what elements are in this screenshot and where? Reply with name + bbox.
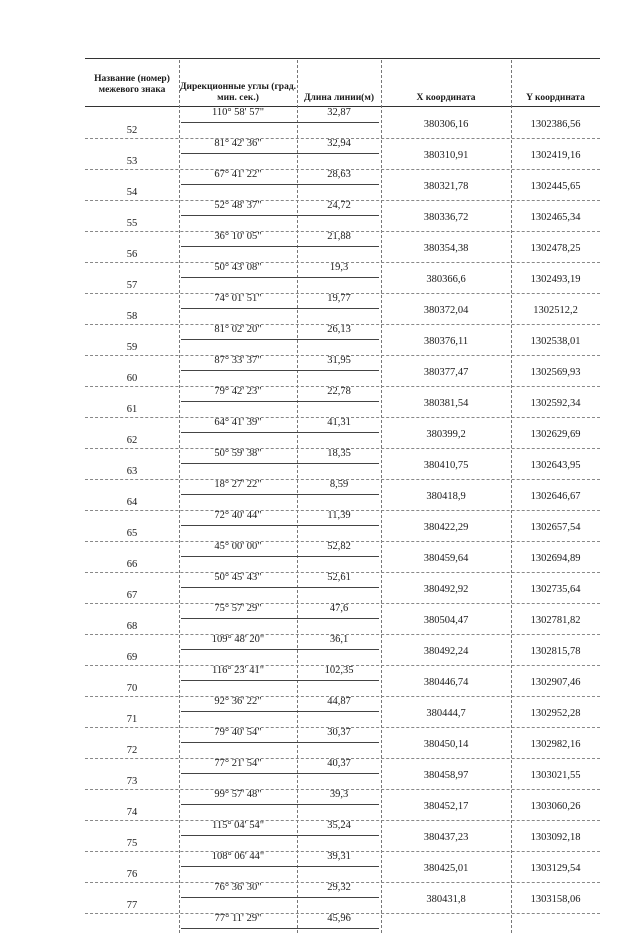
point-number: 75 xyxy=(126,837,138,849)
point-number: 70 xyxy=(126,682,138,694)
point-y: 1303021,55 xyxy=(530,769,581,781)
segment-length: 19,77 xyxy=(327,293,351,304)
point-number: 63 xyxy=(126,465,138,477)
column-divider xyxy=(297,60,298,933)
segment-angle: 50° 45' 43" xyxy=(214,572,262,583)
segment-divider xyxy=(181,494,379,495)
segment-divider xyxy=(181,525,379,526)
point-x: 380377,47 xyxy=(423,366,469,378)
segment-divider xyxy=(181,184,379,185)
point-number: 53 xyxy=(126,155,138,167)
segment-angle: 45° 00' 00" xyxy=(214,541,262,552)
segment-angle: 50° 43' 08" xyxy=(214,262,262,273)
segment-divider xyxy=(181,897,379,898)
point-x: 380410,75 xyxy=(423,459,469,471)
segment-angle: 77° 11' 29" xyxy=(214,913,262,924)
point-number: 73 xyxy=(126,775,138,787)
point-number: 62 xyxy=(126,434,138,446)
segment-length: 41,31 xyxy=(327,417,351,428)
segment-divider xyxy=(181,556,379,557)
segment-divider xyxy=(181,928,379,929)
point-y: 1302735,64 xyxy=(530,583,581,595)
point-number: 55 xyxy=(126,217,138,229)
point-x: 380446,74 xyxy=(423,676,469,688)
point-x: 380376,11 xyxy=(423,335,469,347)
segment-angle: 67° 41' 22" xyxy=(214,169,262,180)
point-number: 60 xyxy=(126,372,138,384)
segment-divider xyxy=(181,835,379,836)
segment-angle: 72° 40' 44" xyxy=(214,510,262,521)
segment-angle: 81° 42' 36" xyxy=(214,138,262,149)
point-number: 68 xyxy=(126,620,138,632)
segment-length: 19,3 xyxy=(329,262,349,273)
segment-length: 45,96 xyxy=(327,913,351,924)
segment-angle: 74° 01' 51" xyxy=(214,293,262,304)
point-number: 57 xyxy=(126,279,138,291)
header-name: Название (номер) межевого знака xyxy=(94,73,170,95)
point-x: 380431,8 xyxy=(426,893,466,905)
column-divider xyxy=(179,60,180,933)
point-number: 74 xyxy=(126,806,138,818)
segment-divider xyxy=(181,246,379,247)
point-y: 1302592,34 xyxy=(530,397,581,409)
point-y: 1303092,18 xyxy=(530,831,581,843)
header-angle: Дирекционные углы (град. мин. сек.) xyxy=(179,82,297,103)
segment-length: 11,39 xyxy=(327,510,351,521)
segment-length: 31,95 xyxy=(327,355,351,366)
point-x: 380452,17 xyxy=(423,800,469,812)
segment-length: 52,82 xyxy=(327,541,351,552)
segment-length: 32,94 xyxy=(327,138,351,149)
point-x: 380399,2 xyxy=(426,428,466,440)
segment-divider xyxy=(181,742,379,743)
point-x: 380372,04 xyxy=(423,304,469,316)
segment-angle: 108° 06' 44" xyxy=(211,851,265,862)
segment-divider xyxy=(181,866,379,867)
segment-length: 39,3 xyxy=(329,789,349,800)
header-y: Y координата xyxy=(526,93,585,103)
point-x: 380425,01 xyxy=(423,862,469,874)
segment-divider xyxy=(181,618,379,619)
point-y: 1302952,28 xyxy=(530,707,581,719)
point-y: 1302478,25 xyxy=(530,242,581,254)
segment-divider xyxy=(181,587,379,588)
point-x: 380418,9 xyxy=(426,490,466,502)
point-x: 380366,6 xyxy=(426,273,466,285)
segment-length: 28,63 xyxy=(327,169,351,180)
point-x: 380310,91 xyxy=(423,149,469,161)
point-y: 1302538,01 xyxy=(530,335,581,347)
point-number: 54 xyxy=(126,186,138,198)
segment-divider xyxy=(181,463,379,464)
point-number: 56 xyxy=(126,248,138,260)
point-x: 380450,14 xyxy=(423,738,469,750)
segment-divider xyxy=(181,804,379,805)
point-x: 380354,38 xyxy=(423,242,469,254)
point-x: 380444,7 xyxy=(426,707,466,719)
point-number: 59 xyxy=(126,341,138,353)
segment-angle: 50° 59' 38" xyxy=(214,448,262,459)
point-x: 380422,29 xyxy=(423,521,469,533)
point-y: 1302907,46 xyxy=(530,676,581,688)
point-number: 64 xyxy=(126,496,138,508)
point-x: 380504,47 xyxy=(423,614,469,626)
segment-divider xyxy=(181,153,379,154)
segment-angle: 81° 02' 20" xyxy=(214,324,262,335)
segment-angle: 76° 36' 30" xyxy=(214,882,262,893)
point-y: 1302646,67 xyxy=(530,490,581,502)
table-header xyxy=(85,58,600,107)
point-y: 1302445,65 xyxy=(530,180,581,192)
segment-length: 44,87 xyxy=(327,696,351,707)
point-x: 380459,64 xyxy=(423,552,469,564)
segment-angle: 115° 04' 54" xyxy=(212,820,264,831)
point-number: 69 xyxy=(126,651,138,663)
table-body xyxy=(85,107,600,933)
header-length: Длина линии(м) xyxy=(304,93,374,103)
segment-angle: 92° 36' 22" xyxy=(214,696,262,707)
point-number: 66 xyxy=(126,558,138,570)
point-y: 1302512,2 xyxy=(533,304,578,316)
point-y: 1302386,56 xyxy=(530,118,581,130)
point-x: 380306,16 xyxy=(423,118,469,130)
segment-length: 40,37 xyxy=(327,758,351,769)
point-x: 380492,92 xyxy=(423,583,469,595)
segment-length: 8,59 xyxy=(329,479,349,490)
point-y: 1302629,69 xyxy=(530,428,581,440)
point-number: 52 xyxy=(126,124,138,136)
segment-divider xyxy=(181,711,379,712)
point-x: 380336,72 xyxy=(423,211,469,223)
point-number: 77 xyxy=(126,899,138,911)
segment-length: 47,6 xyxy=(329,603,349,614)
segment-length: 18,35 xyxy=(327,448,351,459)
segment-length: 35,24 xyxy=(327,820,351,831)
segment-divider xyxy=(181,215,379,216)
segment-divider xyxy=(181,339,379,340)
segment-length: 102,35 xyxy=(324,665,354,676)
segment-angle: 99° 57' 48" xyxy=(214,789,262,800)
segment-angle: 75° 57' 29" xyxy=(214,603,262,614)
point-y: 1302781,82 xyxy=(530,614,581,626)
point-number: 71 xyxy=(126,713,138,725)
segment-divider xyxy=(181,401,379,402)
segment-length: 52,61 xyxy=(327,572,351,583)
segment-angle: 52° 48' 37" xyxy=(214,200,262,211)
segment-length: 39,31 xyxy=(327,851,351,862)
segment-length: 22,78 xyxy=(327,386,351,397)
point-number: 76 xyxy=(126,868,138,880)
point-y: 1302815,78 xyxy=(530,645,581,657)
segment-angle: 87° 33' 37" xyxy=(214,355,262,366)
point-number: 65 xyxy=(126,527,138,539)
segment-length: 32,87 xyxy=(327,107,351,118)
point-y: 1302694,89 xyxy=(530,552,581,564)
segment-length: 30,37 xyxy=(327,727,351,738)
point-y: 1302657,54 xyxy=(530,521,581,533)
point-y: 1303060,26 xyxy=(530,800,581,812)
segment-angle: 64° 41' 39" xyxy=(214,417,262,428)
point-number: 67 xyxy=(126,589,138,601)
segment-angle: 110° 58' 57" xyxy=(212,107,264,118)
segment-divider xyxy=(181,773,379,774)
point-y: 1303129,54 xyxy=(530,862,581,874)
point-y: 1302643,95 xyxy=(530,459,581,471)
segment-angle: 116° 23' 41" xyxy=(212,665,264,676)
point-y: 1302569,93 xyxy=(530,366,581,378)
segment-divider xyxy=(181,680,379,681)
point-x: 380381,54 xyxy=(423,397,469,409)
segment-divider xyxy=(181,432,379,433)
point-number: 58 xyxy=(126,310,138,322)
segment-divider xyxy=(181,308,379,309)
segment-angle: 109° 48' 20" xyxy=(211,634,265,645)
segment-length: 36,1 xyxy=(329,634,349,645)
point-x: 380321,78 xyxy=(423,180,469,192)
segment-length: 24,72 xyxy=(327,200,351,211)
coordinates-table xyxy=(85,58,600,933)
point-y: 1302465,34 xyxy=(530,211,581,223)
segment-length: 29,32 xyxy=(327,882,351,893)
segment-angle: 79° 42' 23" xyxy=(214,386,262,397)
header-x: X координата xyxy=(416,93,476,103)
point-y: 1302419,16 xyxy=(530,149,581,161)
segment-divider xyxy=(181,370,379,371)
segment-angle: 77° 21' 54" xyxy=(214,758,262,769)
point-y: 1302493,19 xyxy=(530,273,581,285)
point-number: 61 xyxy=(126,403,138,415)
point-x: 380492,24 xyxy=(423,645,469,657)
point-number: 72 xyxy=(126,744,138,756)
point-y: 1303158,06 xyxy=(530,893,581,905)
segment-length: 26,13 xyxy=(327,324,351,335)
point-x: 380437,23 xyxy=(423,831,469,843)
segment-divider xyxy=(181,122,379,123)
segment-divider xyxy=(181,649,379,650)
point-x: 380458,97 xyxy=(423,769,469,781)
segment-angle: 18° 27' 22" xyxy=(214,479,262,490)
point-y: 1302982,16 xyxy=(530,738,581,750)
segment-divider xyxy=(181,277,379,278)
segment-angle: 79° 40' 54" xyxy=(214,727,262,738)
segment-length: 21,88 xyxy=(327,231,351,242)
segment-angle: 36° 10' 05" xyxy=(214,231,262,242)
